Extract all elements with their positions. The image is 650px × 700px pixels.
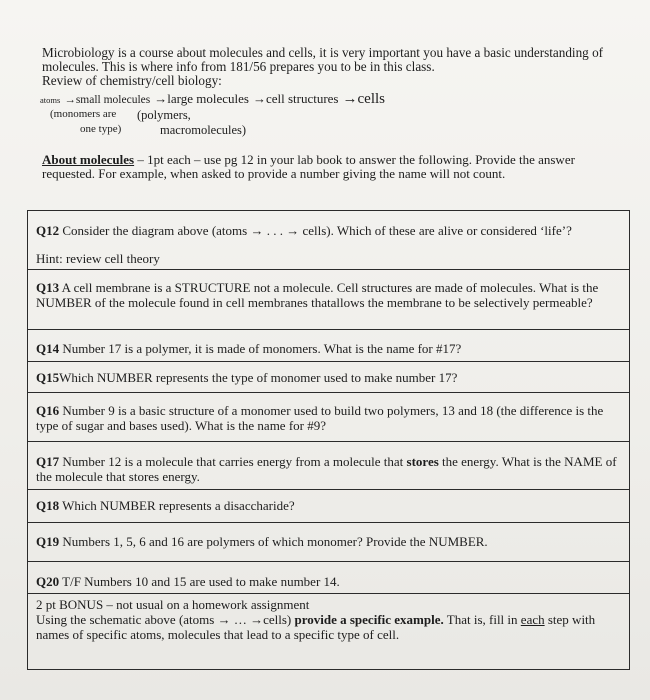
schematic-row bbox=[40, 90, 385, 108]
arrow: → bbox=[252, 91, 266, 106]
q20-label: Q20 bbox=[36, 574, 60, 589]
q13-text: A cell membrane is a STRUCTURE not a molecule. Cell structures are made of molecules. What is the NUMBER of the molecule found in cell membranes thatallows the membrane to be selectively permeable? bbox=[36, 280, 599, 310]
q19-text: Numbers 1, 5, 6 and 16 are polymers of which monomer? Provide the NUMBER. bbox=[59, 534, 488, 549]
q20-question bbox=[28, 575, 629, 590]
bonus-bold: provide a specific example. bbox=[294, 612, 444, 627]
q12-question bbox=[28, 224, 629, 239]
q19-question bbox=[28, 535, 629, 550]
q18-text: Which NUMBER represents a disaccharide? bbox=[59, 498, 295, 513]
q14-text: Number 17 is a polymer, it is made of monomers. What is the name for #17? bbox=[59, 341, 462, 356]
row-divider bbox=[28, 522, 629, 523]
review-heading: Review of chemistry/cell biology: bbox=[42, 73, 222, 88]
q16-text: Number 9 is a basic structure of a monomer used to build two polymers, 13 and 18 (the difference is the type of sugar and bases used). What is the name for #9? bbox=[36, 403, 604, 433]
about-heading: About molecules bbox=[42, 152, 135, 167]
row-divider bbox=[28, 561, 629, 562]
arrow: → bbox=[64, 94, 76, 106]
row-divider bbox=[28, 489, 629, 490]
q16-question bbox=[28, 404, 629, 433]
q15-text: Which NUMBER represents the type of monomer used to make number 17? bbox=[59, 370, 458, 385]
q17-question bbox=[28, 455, 629, 484]
q12-hint: Hint: review cell theory bbox=[36, 251, 160, 266]
about-text: – 1pt each – use pg 12 in your lab book to answer the following. Provide the answer requested. For example, when asked to provide a number giving the name will not count. bbox=[42, 152, 575, 181]
schematic-cells: cells bbox=[357, 91, 385, 107]
q17-text-b: the energy. What is the NAME of the molecule that stores energy. bbox=[36, 454, 617, 484]
bonus-title: 2 pt BONUS – not usual on a homework assignment bbox=[36, 597, 310, 612]
molecule-schematic bbox=[40, 90, 440, 140]
arrow: → bbox=[154, 91, 168, 106]
note-monomers-1: (monomers are bbox=[50, 108, 117, 120]
q20-text: T/F Numbers 10 and 15 are used to make number 14. bbox=[59, 574, 340, 589]
bonus-text-a: Using the schematic above (atoms → … →cells) bbox=[36, 612, 295, 627]
row-divider bbox=[28, 361, 629, 362]
q18-question bbox=[28, 499, 629, 514]
q17-label: Q17 bbox=[36, 454, 60, 469]
q12-text: Consider the diagram above (atoms → . . . → cells). Which of these are alive or considered ‘life’? bbox=[59, 223, 572, 238]
intro-paragraph: Microbiology is a course about molecules and cells, it is very important you have a basic understanding of molecules. This is where info from 181/56 prepares you to be in this class. bbox=[42, 45, 604, 74]
note-polymers-1: (polymers, bbox=[137, 108, 191, 122]
q12-label: Q12 bbox=[36, 223, 60, 238]
bonus-text-b: That is, fill in bbox=[443, 612, 521, 627]
q13-question bbox=[28, 281, 629, 310]
q19-label: Q19 bbox=[36, 534, 60, 549]
bonus-each: each bbox=[520, 612, 545, 627]
q16-label: Q16 bbox=[36, 403, 60, 418]
bonus-text-c: step with names of specific atoms, molecules that lead to a specific type of cell. bbox=[36, 612, 596, 642]
q15-question bbox=[28, 371, 629, 386]
intro bbox=[42, 46, 612, 88]
q13-label: Q13 bbox=[36, 280, 60, 295]
q17-text-a: Number 12 is a molecule that carries energy from a molecule that bbox=[59, 454, 407, 469]
row-divider bbox=[28, 269, 629, 270]
q14-label: Q14 bbox=[36, 341, 60, 356]
q15-label: Q15 bbox=[36, 370, 60, 385]
note-monomers-2: one type) bbox=[80, 123, 122, 135]
questions-table bbox=[27, 210, 630, 670]
schematic-large-molecules: large molecules bbox=[167, 91, 249, 106]
schematic-small-molecules: small molecules bbox=[75, 94, 151, 106]
q18-label: Q18 bbox=[36, 498, 60, 513]
schematic-cell-structures: cell structures bbox=[265, 91, 339, 106]
arrow: → bbox=[342, 91, 358, 107]
q17-bold: stores bbox=[406, 454, 439, 469]
row-divider bbox=[28, 593, 629, 594]
about-molecules bbox=[42, 153, 602, 181]
q14-question bbox=[28, 342, 629, 357]
row-divider bbox=[28, 441, 629, 442]
note-polymers-2: macromolecules) bbox=[160, 123, 247, 137]
schematic-atoms: atoms bbox=[40, 95, 61, 105]
row-divider bbox=[28, 329, 629, 330]
row-divider bbox=[28, 392, 629, 393]
bonus-question bbox=[28, 613, 629, 642]
